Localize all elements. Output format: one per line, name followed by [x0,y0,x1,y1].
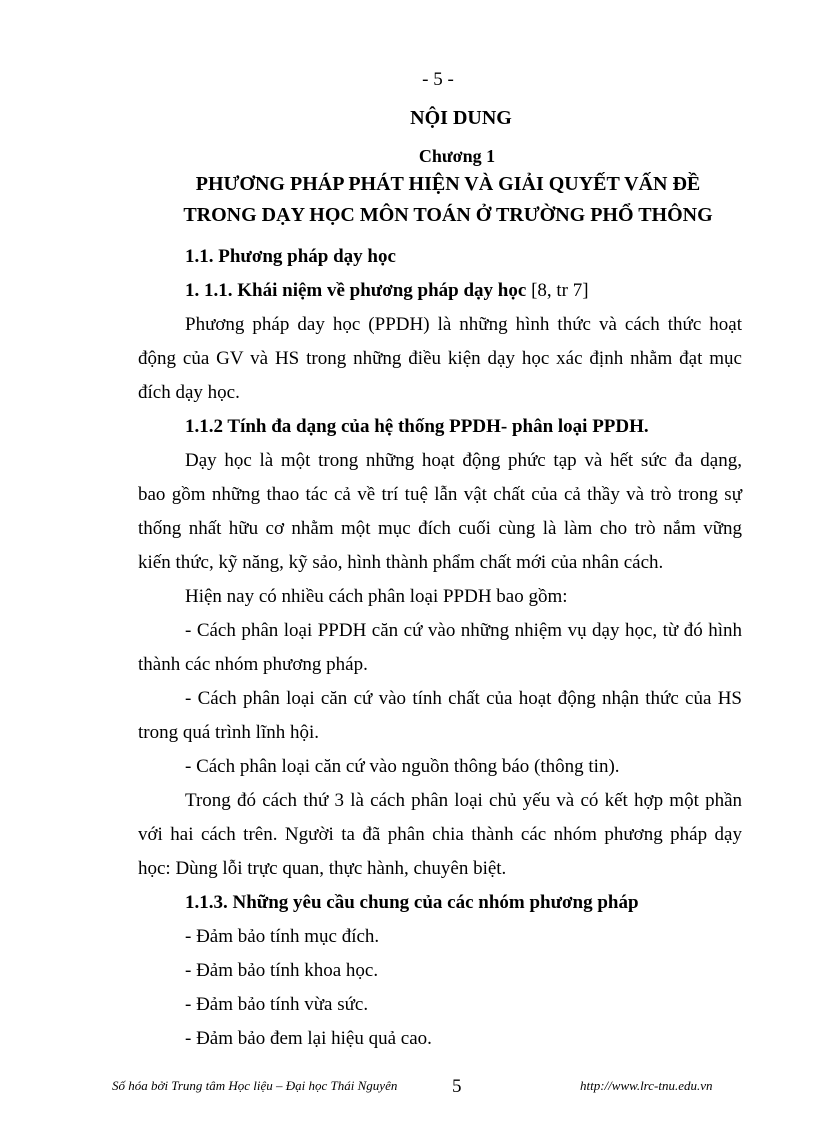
requirement-item: - Đảm bảo đem lại hiệu quả cao. [185,1028,432,1049]
paragraph-line: đích dạy học. [138,382,240,403]
paragraph-line: bao gồm những thao tác cả về trí tuệ lẫn vật chất của cả thầy và trò trong sự [138,484,742,505]
page-number-top: - 5 - [422,69,454,90]
paragraph-line: trong quá trình lĩnh hội. [138,722,320,743]
chapter-title [0,169,816,231]
paragraph-line: kiến thức, kỹ năng, kỹ sảo, hình thành phẩm chất mới của nhân cách. [138,552,664,573]
paragraph-line: Phương pháp day học (PPDH) là những hình thức và cách thức hoạt [185,314,742,335]
citation: [8, tr 7] [526,280,589,301]
paragraph-line: - Cách phân loại PPDH căn cứ vào những nhiệm vụ dạy học, từ đó hình [185,620,742,641]
section-heading-1-1: 1.1. Phương pháp dạy học [185,246,396,267]
paragraph-line: - Cách phân loại căn cứ vào tính chất của hoạt động nhận thức của HS [185,688,742,709]
requirement-item: - Đảm bảo tính vừa sức. [185,994,369,1015]
paragraph-line: Dạy học là một trong những hoạt động phức tạp và hết sức đa dạng, [185,450,742,471]
footer-page-number: 5 [452,1076,462,1097]
paragraph-line: - Cách phân loại căn cứ vào nguồn thông báo (thông tin). [185,756,620,777]
chapter-title-line-2: TRONG DẠY HỌC MÔN TOÁN Ở TRƯỜNG PHỔ THÔNG [183,204,713,226]
paragraph-line: Trong đó cách thứ 3 là cách phân loại chủ yếu và có kết hợp một phần [185,790,742,811]
requirement-item: - Đảm bảo tính khoa học. [185,960,379,981]
paragraph-line: Hiện nay có nhiều cách phân loại PPDH bao gồm: [185,586,568,607]
paragraph-line: động của GV và HS trong những điều kiện dạy học xác định nhằm đạt mục [138,348,742,369]
paragraph-line: thành các nhóm phương pháp. [138,654,368,675]
section-heading-1-1-3: 1.1.3. Những yêu cầu chung của các nhóm phương pháp [185,892,639,913]
paragraph-line: với hai cách trên. Người ta đã phân chia thành các nhóm phương pháp dạy [138,824,742,845]
chapter-title-line-1: PHƯƠNG PHÁP PHÁT HIỆN VÀ GIẢI QUYẾT VẤN ĐỀ [195,173,701,195]
chapter-label: Chương 1 [418,146,496,166]
footer-source: Số hóa bởi Trung tâm Học liệu – Đại học Thái Nguyên [112,1078,398,1093]
requirement-item: - Đảm bảo tính mục đích. [185,926,380,947]
main-title: NỘI DUNG [410,107,512,129]
paragraph-line: học: Dùng lỗi trực quan, thực hành, chuyên biệt. [138,858,507,879]
paragraph-line: thống nhất hữu cơ nhằm một mục đích cuối cùng là làm cho trò nắm vững [138,518,742,539]
footer-url[interactable]: http://www.lrc-tnu.edu.vn [580,1078,713,1093]
section-heading-1-1-1 [185,279,789,303]
section-heading-1-1-2: 1.1.2 Tính đa dạng của hệ thống PPDH- phân loại PPDH. [185,416,649,437]
section-heading-text: 1. 1.1. Khái niệm về phương pháp dạy học [185,280,527,301]
